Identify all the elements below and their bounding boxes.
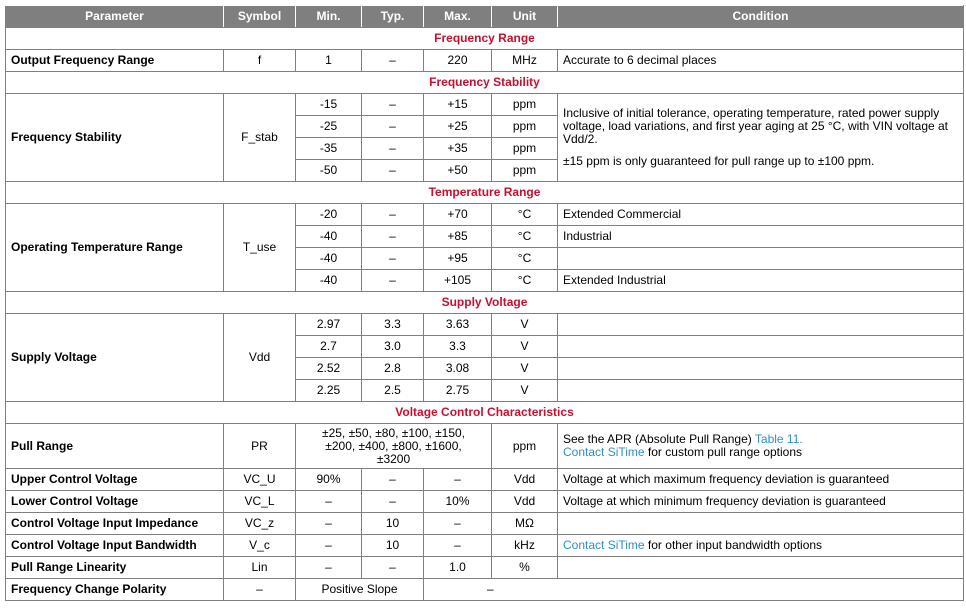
min-cell: 2.25: [296, 380, 362, 402]
symbol-cell: Vdd: [224, 314, 296, 402]
condition-cell: [558, 336, 964, 358]
condition-cell: Industrial: [558, 226, 964, 248]
pull-range-condition-text: See the APR (Absolute Pull Range): [563, 432, 755, 446]
param-cell: Pull Range: [6, 424, 224, 469]
pull-range-values: ±25, ±50, ±80, ±100, ±150, ±200, ±400, ±800, ±1600, ±3200: [296, 424, 492, 469]
max-cell: 3.3: [424, 336, 492, 358]
typ-cell: –: [362, 270, 424, 292]
min-cell: –: [296, 491, 362, 513]
unit-cell: V: [492, 314, 558, 336]
table-row: [6, 424, 964, 469]
max-cell: –: [424, 513, 492, 535]
unit-cell: V: [492, 380, 558, 402]
min-cell: -50: [296, 160, 362, 182]
section-temperature-range: Temperature Range: [6, 182, 964, 204]
max-cell: 2.75: [424, 380, 492, 402]
symbol-cell: Lin: [224, 557, 296, 579]
max-cell: +35: [424, 138, 492, 160]
condition-cell: [558, 557, 964, 579]
table-row: [6, 579, 964, 601]
typ-cell: 2.8: [362, 358, 424, 380]
max-cell: +70: [424, 204, 492, 226]
param-cell: Frequency Change Polarity: [6, 579, 224, 601]
condition-cell: [558, 380, 964, 402]
min-cell: -20: [296, 204, 362, 226]
table-row: [6, 491, 964, 513]
header-row: [6, 6, 964, 28]
symbol-cell: VC_L: [224, 491, 296, 513]
typ-cell: –: [362, 248, 424, 270]
header-unit: Unit: [492, 6, 558, 28]
symbol-cell: VC_z: [224, 513, 296, 535]
min-cell: 2.97: [296, 314, 362, 336]
param-cell: Supply Voltage: [6, 314, 224, 402]
param-cell: Frequency Stability: [6, 94, 224, 182]
unit-cell: ppm: [492, 424, 558, 469]
typ-cell: –: [362, 160, 424, 182]
unit-cell: ppm: [492, 160, 558, 182]
condition-cell: Extended Commercial: [558, 204, 964, 226]
max-cell: +105: [424, 270, 492, 292]
stability-condition-text: Inclusive of initial tolerance, operating temperature, rated power supply voltage, load variations, and first year aging at 25 °C, with VIN voltage at Vdd/2.: [563, 106, 949, 146]
typ-cell: –: [362, 469, 424, 491]
header-typ: Typ.: [362, 6, 424, 28]
symbol-cell: f: [224, 50, 296, 72]
param-cell: Control Voltage Input Impedance: [6, 513, 224, 535]
max-cell: –: [424, 535, 492, 557]
header-max: Max.: [424, 6, 492, 28]
contact-sitime-link[interactable]: Contact SiTime: [563, 445, 645, 459]
section-row: [6, 72, 964, 94]
table-row: [6, 557, 964, 579]
section-frequency-range: Frequency Range: [6, 28, 964, 50]
header-parameter: Parameter: [6, 6, 224, 28]
table-row: [6, 94, 964, 116]
section-row: [6, 182, 964, 204]
min-cell: 1: [296, 50, 362, 72]
table-row: [6, 469, 964, 491]
unit-cell: V: [492, 336, 558, 358]
unit-cell: Vdd: [492, 469, 558, 491]
condition-cell: Accurate to 6 decimal places: [558, 50, 964, 72]
symbol-cell: PR: [224, 424, 296, 469]
typ-cell: –: [362, 226, 424, 248]
typ-cell: –: [362, 204, 424, 226]
condition-cell: Voltage at which minimum frequency deviation is guaranteed: [558, 491, 964, 513]
section-frequency-stability: Frequency Stability: [6, 72, 964, 94]
param-cell: Operating Temperature Range: [6, 204, 224, 292]
unit-cell: °C: [492, 248, 558, 270]
max-cell: 10%: [424, 491, 492, 513]
unit-cell: °C: [492, 270, 558, 292]
typ-cell: –: [362, 50, 424, 72]
typ-cell: 3.3: [362, 314, 424, 336]
typ-cell: 10: [362, 535, 424, 557]
bandwidth-condition-suffix: for other input bandwidth options: [644, 538, 823, 552]
symbol-cell: T_use: [224, 204, 296, 292]
section-row: [6, 28, 964, 50]
max-cell: 3.08: [424, 358, 492, 380]
table-row: [6, 513, 964, 535]
unit-cell: MΩ: [492, 513, 558, 535]
section-supply-voltage: Supply Voltage: [6, 292, 964, 314]
polarity-rest: [424, 579, 964, 601]
condition-cell: [558, 513, 964, 535]
condition-cell: [558, 94, 964, 182]
unit-cell: %: [492, 557, 558, 579]
typ-cell: –: [362, 94, 424, 116]
unit-cell: ppm: [492, 138, 558, 160]
condition-cell: [558, 248, 964, 270]
max-cell: +85: [424, 226, 492, 248]
max-cell: 220: [424, 50, 492, 72]
condition-cell: Extended Industrial: [558, 270, 964, 292]
param-cell: Upper Control Voltage: [6, 469, 224, 491]
typ-cell: 3.0: [362, 336, 424, 358]
section-voltage-control: Voltage Control Characteristics: [6, 402, 964, 424]
polarity-rest-text: –: [487, 582, 494, 596]
stability-condition-note: ±15 ppm is only guaranteed for pull range up to ±100 ppm.: [563, 154, 875, 168]
spec-table: [5, 5, 964, 601]
min-cell: -40: [296, 248, 362, 270]
unit-cell: kHz: [492, 535, 558, 557]
min-cell: -15: [296, 94, 362, 116]
max-cell: +95: [424, 248, 492, 270]
symbol-cell: V_c: [224, 535, 296, 557]
unit-cell: °C: [492, 204, 558, 226]
typ-cell: 2.5: [362, 380, 424, 402]
min-cell: -35: [296, 138, 362, 160]
min-cell: 90%: [296, 469, 362, 491]
header-condition: Condition: [558, 6, 964, 28]
unit-cell: ppm: [492, 116, 558, 138]
section-row: [6, 292, 964, 314]
min-cell: -40: [296, 226, 362, 248]
table-row: [6, 535, 964, 557]
max-cell: 3.63: [424, 314, 492, 336]
table-row: [6, 204, 964, 226]
header-symbol: Symbol: [224, 6, 296, 28]
min-cell: -40: [296, 270, 362, 292]
table-11-link[interactable]: Table 11.: [754, 432, 803, 446]
min-cell: 2.52: [296, 358, 362, 380]
condition-cell: Voltage at which maximum frequency deviation is guaranteed: [558, 469, 964, 491]
min-cell: -25: [296, 116, 362, 138]
unit-cell: ppm: [492, 94, 558, 116]
section-row: [6, 402, 964, 424]
table-row: [6, 50, 964, 72]
condition-cell: [558, 358, 964, 380]
typ-cell: 10: [362, 513, 424, 535]
contact-sitime-link[interactable]: Contact SiTime: [563, 538, 645, 552]
table-row: [6, 314, 964, 336]
unit-cell: MHz: [492, 50, 558, 72]
min-cell: –: [296, 535, 362, 557]
condition-cell: [558, 314, 964, 336]
condition-cell: [558, 424, 964, 469]
param-cell: Output Frequency Range: [6, 50, 224, 72]
min-cell: –: [296, 557, 362, 579]
min-cell: –: [296, 513, 362, 535]
condition-cell: [558, 535, 964, 557]
symbol-cell: VC_U: [224, 469, 296, 491]
polarity-value: Positive Slope: [296, 579, 424, 601]
symbol-cell: –: [224, 579, 296, 601]
min-cell: 2.7: [296, 336, 362, 358]
unit-cell: Vdd: [492, 491, 558, 513]
pull-range-condition-suffix: for custom pull range options: [644, 445, 803, 459]
typ-cell: –: [362, 138, 424, 160]
max-cell: +50: [424, 160, 492, 182]
param-cell: Lower Control Voltage: [6, 491, 224, 513]
typ-cell: –: [362, 491, 424, 513]
symbol-cell: F_stab: [224, 94, 296, 182]
typ-cell: –: [362, 116, 424, 138]
max-cell: +15: [424, 94, 492, 116]
max-cell: +25: [424, 116, 492, 138]
unit-cell: °C: [492, 226, 558, 248]
header-min: Min.: [296, 6, 362, 28]
param-cell: Control Voltage Input Bandwidth: [6, 535, 224, 557]
param-cell: Pull Range Linearity: [6, 557, 224, 579]
unit-cell: V: [492, 358, 558, 380]
max-cell: 1.0: [424, 557, 492, 579]
max-cell: –: [424, 469, 492, 491]
typ-cell: –: [362, 557, 424, 579]
